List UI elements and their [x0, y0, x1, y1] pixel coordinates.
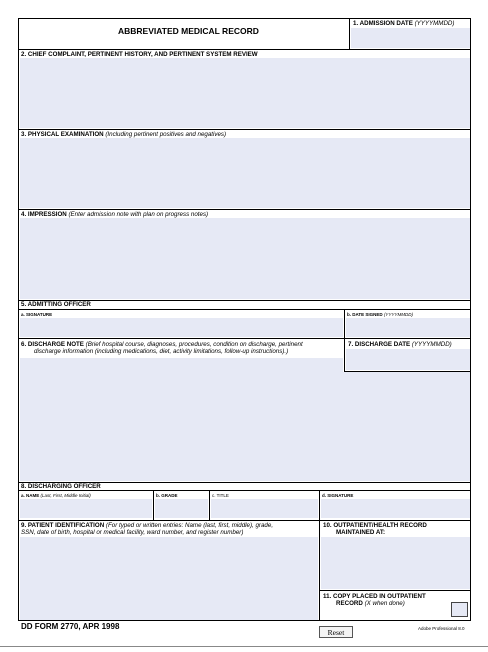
discharging-signature-field[interactable]	[321, 499, 470, 518]
software-note: Adobe Professional 8.0	[418, 626, 465, 631]
date-signed-label: b. DATE SIGNED (YYYYMMDD)	[347, 312, 413, 317]
form-title: ABBREVIATED MEDICAL RECORD	[118, 26, 259, 36]
divider	[18, 338, 471, 339]
divider	[18, 129, 471, 130]
impression-label: 4. IMPRESSION (Enter admission note with plan on progress notes)	[21, 211, 209, 218]
chief-complaint-label: 2. CHIEF COMPLAINT, PERTINENT HISTORY, AND PERTINENT SYSTEM REVIEW	[21, 51, 258, 58]
name-field[interactable]	[20, 499, 152, 518]
title-field[interactable]	[211, 499, 318, 518]
reset-button[interactable]: Reset	[319, 626, 353, 638]
physical-exam-label: 3. PHYSICAL EXAMINATION (Including pertinent positives and negatives)	[21, 131, 227, 138]
patient-id-field[interactable]	[20, 537, 318, 620]
page-edge	[0, 646, 488, 647]
copy-placed-label-line-2: RECORD (X when done)	[336, 600, 405, 607]
name-label: a. NAME (Last, First, Middle Initial)	[21, 493, 91, 498]
divider	[344, 309, 345, 373]
outpatient-label-line-2: MAINTAINED AT:	[336, 529, 386, 536]
divider	[18, 490, 471, 491]
discharge-note-field-extension[interactable]	[343, 372, 470, 481]
admission-date-field[interactable]	[351, 28, 470, 48]
divider	[209, 490, 210, 520]
title-label: c. TITLE	[212, 493, 229, 498]
divider	[18, 49, 471, 50]
copy-placed-checkbox[interactable]	[451, 602, 468, 617]
discharge-date-label: 7. DISCHARGE DATE (YYYYMMDD)	[348, 341, 452, 348]
form-id: DD FORM 2770, APR 1998	[21, 622, 120, 631]
divider	[18, 520, 471, 521]
discharge-note-label: 6. DISCHARGE NOTE (Brief hospital course, diagnoses, procedures, condition on discharge, pertinent	[21, 341, 303, 348]
divider	[319, 490, 320, 520]
divider	[153, 490, 154, 520]
admission-date-label: 1. ADMISSION DATE (YYYYMMDD)	[353, 20, 455, 27]
discharge-date-field[interactable]	[346, 349, 470, 370]
discharging-signature-label: d. SIGNATURE	[322, 493, 354, 498]
patient-id-label: 9. PATIENT IDENTIFICATION (For typed or written entries: Name (last, first, middle), grade,	[21, 522, 274, 529]
grade-label: b. GRADE	[156, 493, 178, 498]
outpatient-label: 10. OUTPATIENT/HEALTH RECORD	[323, 522, 427, 529]
physical-exam-field[interactable]	[20, 138, 470, 208]
admitting-signature-label: a. SIGNATURE	[21, 312, 53, 317]
divider	[18, 309, 471, 310]
admitting-signature-field[interactable]	[20, 318, 343, 337]
divider	[319, 520, 320, 621]
discharge-note-hint: discharge information (including medications, diet, activity limitations, follow-up instructions).)	[34, 348, 289, 355]
date-signed-field[interactable]	[346, 318, 470, 337]
discharge-note-field[interactable]	[20, 358, 343, 481]
discharging-officer-label: 8. DISCHARGING OFFICER	[21, 483, 101, 490]
admitting-officer-label: 5. ADMITTING OFFICER	[21, 301, 91, 308]
outpatient-field[interactable]	[321, 537, 470, 589]
patient-id-hint: SSN, date of birth, hospital or medical facility, ward number, and register number)	[21, 529, 244, 536]
divider	[349, 18, 350, 49]
impression-field[interactable]	[20, 218, 470, 299]
divider	[319, 590, 471, 591]
divider	[18, 209, 471, 210]
copy-placed-label: 11. COPY PLACED IN OUTPATIENT	[323, 593, 426, 600]
chief-complaint-field[interactable]	[20, 58, 470, 128]
grade-field[interactable]	[155, 499, 208, 518]
